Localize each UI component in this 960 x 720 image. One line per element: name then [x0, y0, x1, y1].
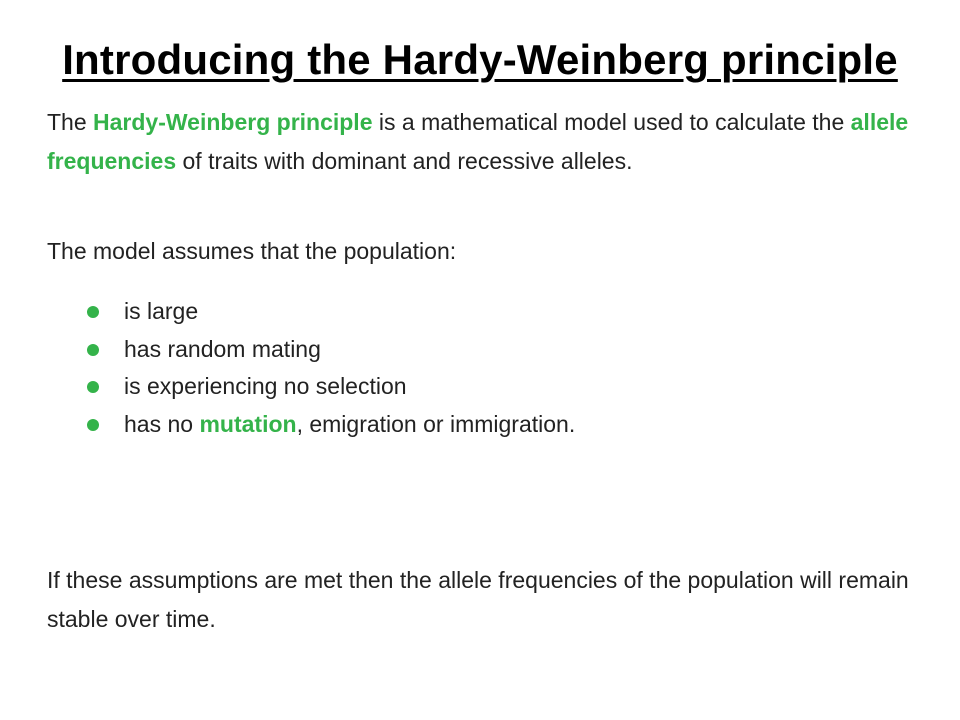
list-item-text-end: , emigration or immigration. [296, 410, 576, 437]
list-item [86, 368, 575, 406]
list-item [86, 406, 575, 444]
list-item-text: is large [124, 298, 199, 324]
list-item [86, 331, 575, 369]
list-item-text: has random mating [124, 335, 321, 362]
bullet-dot-icon [87, 419, 99, 431]
assumptions-intro: The model assumes that the population: [47, 238, 457, 264]
bullet-dot-icon [87, 306, 99, 318]
intro-text-middle: is a mathematical model used to calculate the [372, 109, 851, 135]
term-allele-frequencies: allele frequencies [47, 109, 909, 174]
slide-title: Introducing the Hardy-Weinberg principle [62, 36, 898, 83]
bullet-dot-icon [87, 381, 99, 393]
intro-text-end: of traits with dominant and recessive alleles. [176, 148, 633, 174]
intro-text-start: The [47, 109, 94, 135]
term-mutation: mutation [199, 410, 297, 437]
term-hardy-weinberg: Hardy-Weinberg principle [93, 109, 373, 135]
assumptions-list [86, 293, 575, 443]
intro-paragraph [47, 103, 927, 181]
list-item [86, 293, 575, 331]
bullet-dot-icon [87, 344, 99, 356]
conclusion-paragraph: If these assumptions are met then the allele frequencies of the population will remain stable over time. [47, 567, 909, 632]
list-item-text: is experiencing no selection [124, 373, 407, 399]
list-item-text-start: has no [124, 410, 200, 437]
